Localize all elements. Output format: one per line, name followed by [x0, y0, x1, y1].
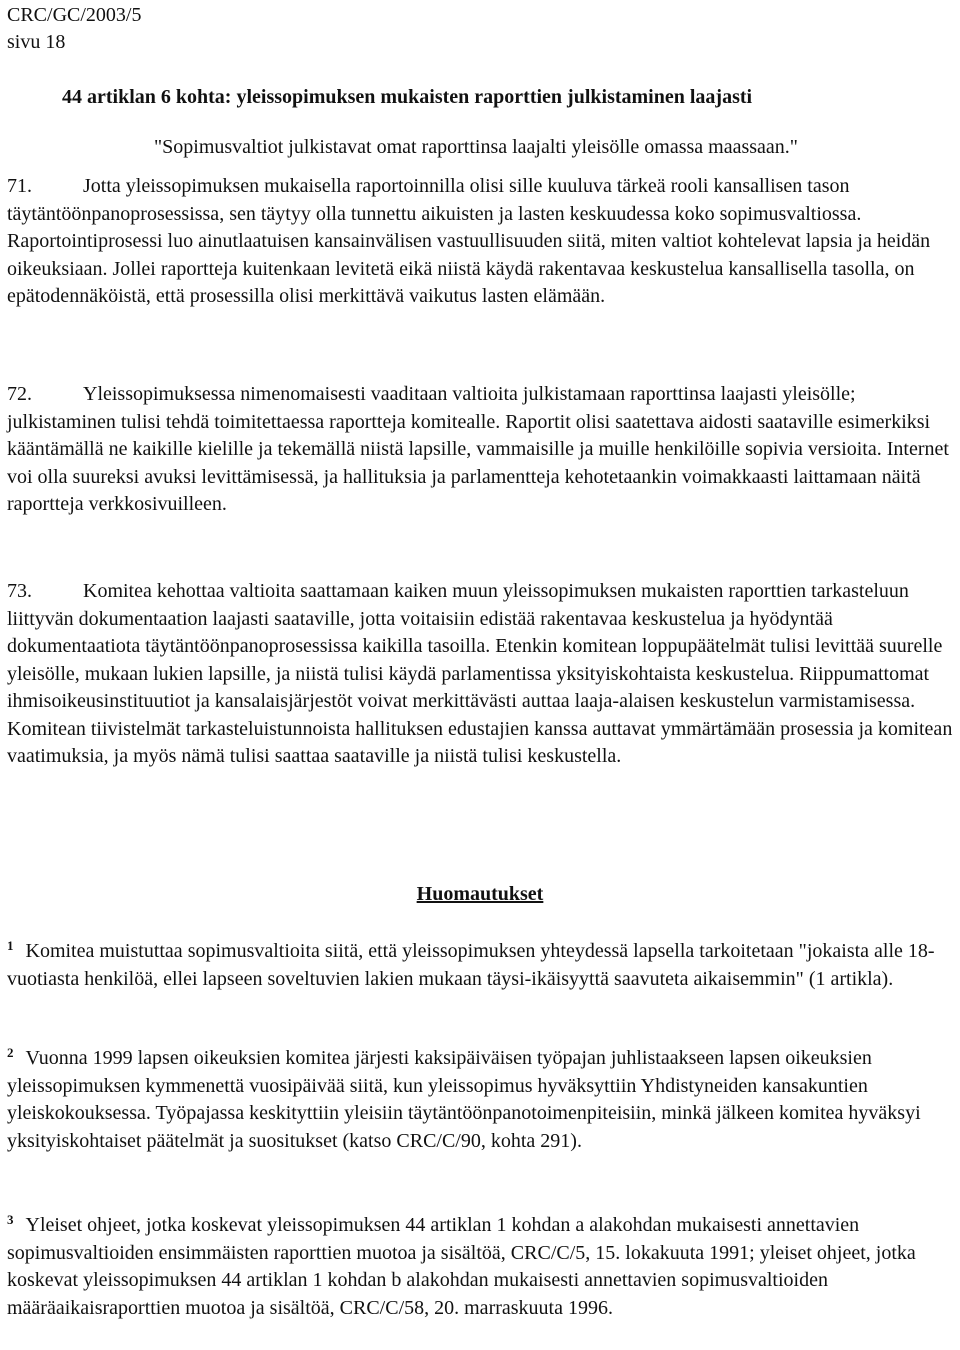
footnote-text: Vuonna 1999 lapsen oikeuksien komitea järjesti kaksipäiväisen työpajan juhlistaakseen lapsen oikeuksien yleissopimuksen kymmenettä vuosipäivää siitä, kun yleissopimus hyväksyttiin Yhdistyneiden kansakuntien yleiskokouksessa. Työpajassa keskityttiin yleisiin täytäntöönpanotoimenpiteisiin, minkä jälkeen komitea hyväksyi yksityiskohtaiset päätelmät ja suositukset (katso CRC/C/90, kohta 291). [7, 1047, 921, 1152]
footnote-1 [7, 938, 953, 993]
paragraph-72 [7, 381, 953, 519]
notes-heading-text: Huomautukset [416, 883, 544, 905]
footnote-text: Komitea muistuttaa sopimusvaltioita siitä, että yleissopimuksen yhteydessä lapsella tarkoitetaan "jokaista alle 18-vuotiasta henkilöä, ellei lapseen soveltuvien lakien mukaan täysi-ikäisyyttä saavuteta aikaisemmin" (1 artikla). [7, 940, 935, 990]
document-code: CRC/GC/2003/5 [7, 4, 142, 26]
paragraph-text: Yleissopimuksessa nimenomaisesti vaaditaan valtioita julkistamaan raporttinsa laajasti yleisölle; julkistaminen tulisi tehdä toimitettaessa raportteja komitealle. Raportit olisi saatettava aidosti saataville esimerkiksi kääntämällä ne kaikille kielille ja tekemällä niistä lapsille, vammaisille ja muille henkilöille sopivia versioita. Internet voi olla suureksi avuksi levittämisessä, ja hallituksia ja parlamentteja kehotetaankin voimakkaasti laittamaan näitä raportteja verkkosivuilleen. [7, 383, 949, 515]
footnote-mark: 3 [7, 1212, 14, 1227]
notes-heading [0, 881, 960, 909]
paragraph-text: Jotta yleissopimuksen mukaisella raportoinnilla olisi sille kuuluva tärkeä rooli kansallisen tason täytäntöönpanoprosessissa, sen täytyy olla tunnettu aikuisten ja lasten keskuudessa koko sopimusvaltiossa. Raportointiprosessi luo ainutlaatuisen kansainvälisen vastuullisuuden siitä, miten valtiot kohtelevat lapsia ja heidän oikeuksiaan. Jollei raportteja kuitenkaan levitetä eikä niistä käydä rakentavaa keskustelua kansallisella tasolla, on epätodennäköistä, että prosessilla olisi merkittävä vaikutus lasten elämään. [7, 175, 931, 307]
paragraph-number: 71. [7, 175, 32, 197]
footnote-2 [7, 1045, 953, 1155]
footnote-mark: 1 [7, 938, 14, 953]
paragraph-text: Komitea kehottaa valtioita saattamaan kaiken muun yleissopimuksen mukaisten raporttien tarkasteluun liittyvän dokumentaation laajasti saataville, jotta voitaisiin edistää rakentavaa keskustelua ja hyödyntää dokumentaatiota täytäntöönpanoprosessissa kaikilla tasoilla. Etenkin komitean loppupäätelmät tulisi levittää suurelle yleisölle, mukaan lukien lapsille, ja niistä tulisi käydä parlamentissa yksityiskohtaista keskustelua. Riippumattomat ihmisoikeusinstituutiot ja kansalaisjärjestöt voivat merkittävästi auttaa laaja-alaisen keskustelun varmistamisessa. Komitean tiivistelmät tarkasteluistunnoista hallituksen edustajien kanssa auttavat ymmärtämään prosessia ja komitean vaatimuksia, ja myös nämä tulisi saattaa saataville ja niistä tulisi keskustella. [7, 580, 953, 767]
paragraph-73 [7, 578, 953, 771]
footnote-text: Yleiset ohjeet, jotka koskevat yleissopimuksen 44 artiklan 1 kohdan a alakohdan mukaisesti annettavien sopimusvaltioiden ensimmäisten raporttien muotoa ja sisältöä, CRC/C/5, 15. lokakuuta 1991; yleiset ohjeet, jotka koskevat yleissopimuksen 44 artiklan 1 kohdan b alakohdan mukaisesti annettavien sopimusvaltioiden määräaikaisraporttien muotoa ja sisältöä, CRC/C/58, 20. marraskuuta 1996. [7, 1214, 916, 1319]
paragraph-71 [7, 173, 953, 311]
article-heading: 44 artiklan 6 kohta: yleissopimuksen mukaisten raporttien julkistaminen laajasti [62, 86, 753, 108]
article-quote: "Sopimusvaltiot julkistavat omat raporttinsa laajalti yleisölle omassa maassaan." [154, 136, 798, 158]
page-number: sivu 18 [7, 31, 66, 53]
page-header [7, 2, 141, 56]
paragraph-number: 73. [7, 580, 32, 602]
paragraph-number: 72. [7, 383, 32, 405]
footnote-3 [7, 1212, 953, 1322]
footnote-mark: 2 [7, 1045, 14, 1060]
